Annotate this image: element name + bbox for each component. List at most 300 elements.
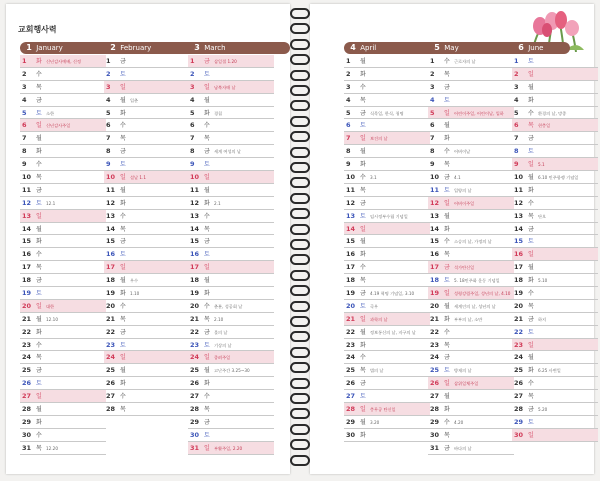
day-number: 26 bbox=[346, 379, 356, 388]
day-row bbox=[188, 197, 274, 210]
day-number: 18 bbox=[190, 276, 200, 285]
weekday: 화 bbox=[444, 315, 450, 323]
day-row bbox=[20, 351, 106, 364]
day-number: 5 bbox=[346, 108, 351, 117]
day-number: 18 bbox=[106, 276, 116, 285]
day-number: 17 bbox=[106, 263, 116, 272]
day-row bbox=[188, 339, 274, 352]
spiral-ring bbox=[290, 116, 310, 127]
weekday: 월 bbox=[360, 238, 366, 246]
day-row bbox=[20, 390, 106, 403]
weekday: 화 bbox=[360, 431, 366, 439]
day-row bbox=[104, 300, 190, 313]
day-number: 13 bbox=[514, 211, 524, 220]
day-number: 23 bbox=[514, 340, 524, 349]
right-page bbox=[310, 4, 594, 474]
weekday: 토 bbox=[204, 70, 210, 78]
day-note: 성령강림주일, 성년의 날, 4.10 bbox=[454, 291, 511, 297]
day-row bbox=[188, 223, 274, 236]
day-note: 삼일절 1.20 bbox=[214, 59, 237, 64]
day-row bbox=[428, 274, 514, 287]
weekday: 월 bbox=[528, 354, 534, 362]
day-number: 28 bbox=[514, 405, 524, 414]
day-row bbox=[104, 248, 190, 261]
weekday: 금 bbox=[528, 315, 534, 323]
spiral-ring bbox=[290, 316, 310, 327]
spiral-ring bbox=[290, 393, 310, 404]
spiral-ring bbox=[290, 331, 310, 342]
day-number: 15 bbox=[514, 237, 524, 246]
day-number: 3 bbox=[22, 82, 27, 91]
day-number: 24 bbox=[346, 353, 356, 362]
weekday: 목 bbox=[360, 277, 366, 285]
day-note: 종려주일 bbox=[214, 355, 231, 361]
day-note: 어버이날 bbox=[454, 149, 471, 155]
weekday: 토 bbox=[444, 367, 450, 375]
month-column-january bbox=[20, 55, 106, 455]
day-number: 23 bbox=[190, 340, 200, 349]
weekday: 수 bbox=[360, 354, 366, 362]
day-number: 2 bbox=[346, 69, 351, 78]
day-number: 20 bbox=[190, 301, 200, 310]
day-row bbox=[512, 145, 598, 158]
day-row bbox=[188, 390, 274, 403]
day-number: 9 bbox=[22, 160, 27, 169]
weekday: 수 bbox=[120, 302, 126, 310]
month-column-february bbox=[104, 55, 190, 416]
weekday: 토 bbox=[528, 238, 534, 246]
day-row bbox=[428, 442, 514, 455]
day-row bbox=[20, 377, 106, 390]
day-row bbox=[512, 184, 598, 197]
day-row bbox=[188, 429, 274, 442]
day-number: 3 bbox=[514, 82, 519, 91]
day-number: 19 bbox=[430, 289, 440, 298]
spiral-ring bbox=[290, 193, 310, 204]
day-row bbox=[104, 274, 190, 287]
weekday: 금 bbox=[120, 58, 126, 65]
day-row bbox=[428, 300, 514, 313]
month-column-may bbox=[428, 55, 514, 455]
weekday: 수 bbox=[444, 328, 450, 336]
weekday: 수 bbox=[528, 380, 534, 388]
weekday: 수 bbox=[36, 431, 42, 439]
day-number: 30 bbox=[346, 430, 356, 439]
day-row bbox=[188, 119, 274, 132]
weekday: 화 bbox=[204, 290, 210, 298]
day-number: 10 bbox=[346, 173, 356, 182]
day-row bbox=[428, 145, 514, 158]
day-row bbox=[104, 55, 190, 68]
weekday: 금 bbox=[444, 174, 450, 182]
day-number: 12 bbox=[190, 198, 200, 207]
day-number: 19 bbox=[346, 289, 356, 298]
day-number: 6 bbox=[190, 121, 195, 130]
weekday: 수 bbox=[36, 161, 42, 169]
day-number: 15 bbox=[106, 237, 116, 246]
weekday: 토 bbox=[120, 161, 126, 169]
weekday: 화 bbox=[360, 341, 366, 349]
day-number: 6 bbox=[430, 121, 435, 130]
day-note: 5.10 bbox=[538, 278, 548, 284]
weekday: 월 bbox=[120, 96, 126, 104]
weekday: 화 bbox=[120, 109, 126, 117]
day-number: 4 bbox=[190, 95, 195, 104]
day-note: 세계인의 날, 성년의 날 bbox=[454, 303, 496, 309]
day-row bbox=[428, 287, 514, 300]
day-number: 21 bbox=[22, 314, 32, 323]
day-row bbox=[512, 377, 598, 390]
day-row bbox=[428, 390, 514, 403]
weekday: 목 bbox=[204, 406, 210, 414]
day-note: 곡우 bbox=[370, 303, 379, 309]
day-row bbox=[20, 145, 106, 158]
weekday: 일 bbox=[204, 444, 210, 452]
weekday: 금 bbox=[444, 264, 450, 272]
day-row bbox=[188, 351, 274, 364]
weekday: 목 bbox=[528, 302, 534, 310]
day-row bbox=[188, 377, 274, 390]
day-row bbox=[20, 287, 106, 300]
weekday: 금 bbox=[120, 328, 126, 336]
day-row bbox=[188, 145, 274, 158]
day-note: 법의 날 bbox=[370, 368, 384, 374]
weekday: 수 bbox=[120, 122, 126, 130]
day-row bbox=[20, 132, 106, 145]
day-note: 부부의 날, 소만 bbox=[454, 316, 483, 322]
weekday: 금 bbox=[204, 238, 210, 246]
weekday: 월 bbox=[120, 186, 126, 194]
weekday: 일 bbox=[528, 341, 534, 349]
day-number: 30 bbox=[430, 430, 440, 439]
weekday: 수 bbox=[528, 290, 534, 298]
day-row bbox=[344, 55, 430, 68]
weekday: 월 bbox=[360, 148, 366, 156]
day-row bbox=[344, 119, 430, 132]
day-number: 11 bbox=[514, 185, 524, 194]
day-number: 10 bbox=[106, 173, 116, 182]
day-row bbox=[512, 300, 598, 313]
day-number: 16 bbox=[346, 250, 356, 259]
weekday: 화 bbox=[360, 70, 366, 78]
weekday: 토 bbox=[120, 341, 126, 349]
day-row bbox=[344, 158, 430, 171]
day-number: 29 bbox=[190, 417, 200, 426]
day-row bbox=[344, 261, 430, 274]
day-row bbox=[512, 416, 598, 429]
weekday: 일 bbox=[120, 354, 126, 362]
weekday: 목 bbox=[120, 225, 126, 233]
weekday: 금 bbox=[528, 406, 534, 414]
day-row bbox=[344, 300, 430, 313]
day-row bbox=[512, 171, 598, 184]
day-row bbox=[512, 364, 598, 377]
day-row bbox=[428, 377, 514, 390]
day-row bbox=[344, 94, 430, 107]
weekday: 목 bbox=[528, 393, 534, 401]
day-note: 입춘 bbox=[130, 97, 139, 103]
day-number: 19 bbox=[190, 289, 200, 298]
day-number: 27 bbox=[430, 392, 440, 401]
day-note: 하지 bbox=[538, 316, 547, 322]
weekday: 목 bbox=[120, 135, 126, 143]
day-number: 23 bbox=[22, 340, 32, 349]
day-note: 삼위일체주일 bbox=[454, 381, 479, 387]
day-number: 22 bbox=[430, 327, 440, 336]
day-note: 남북자매 날 bbox=[214, 84, 236, 90]
day-number: 21 bbox=[106, 314, 116, 323]
weekday: 금 bbox=[528, 225, 534, 233]
day-row bbox=[344, 81, 430, 94]
weekday: 금 bbox=[36, 96, 42, 104]
day-number: 1 bbox=[190, 57, 195, 65]
day-row bbox=[344, 184, 430, 197]
day-number: 19 bbox=[22, 289, 32, 298]
day-number: 20 bbox=[346, 301, 356, 310]
day-row bbox=[104, 94, 190, 107]
weekday: 월 bbox=[444, 302, 450, 310]
weekday: 목 bbox=[204, 315, 210, 323]
day-number: 13 bbox=[430, 211, 440, 220]
weekday: 화 bbox=[528, 277, 534, 285]
month-column-march bbox=[188, 55, 274, 455]
day-row bbox=[344, 377, 430, 390]
weekday: 금 bbox=[204, 418, 210, 426]
weekday: 토 bbox=[36, 290, 42, 298]
day-number: 3 bbox=[106, 82, 111, 91]
day-number: 1 bbox=[514, 57, 519, 65]
day-row bbox=[428, 55, 514, 68]
day-row bbox=[512, 235, 598, 248]
weekday: 월 bbox=[36, 406, 42, 414]
day-number: 3 bbox=[430, 82, 435, 91]
day-number: 26 bbox=[106, 379, 116, 388]
weekday: 월 bbox=[444, 212, 450, 220]
day-row bbox=[512, 158, 598, 171]
weekday: 수 bbox=[360, 83, 366, 91]
day-note: 4.20 bbox=[454, 419, 464, 425]
weekday: 목 bbox=[36, 83, 42, 91]
day-row bbox=[428, 197, 514, 210]
day-row bbox=[20, 68, 106, 81]
day-row bbox=[512, 326, 598, 339]
weekday: 일 bbox=[120, 174, 126, 182]
day-note: 기상의 날 bbox=[214, 342, 232, 348]
day-note: 경칩 bbox=[214, 110, 223, 116]
day-row bbox=[428, 132, 514, 145]
day-row bbox=[428, 81, 514, 94]
day-row bbox=[20, 364, 106, 377]
day-row bbox=[20, 223, 106, 236]
day-row bbox=[20, 197, 106, 210]
weekday: 일 bbox=[444, 380, 450, 388]
day-row bbox=[20, 94, 106, 107]
weekday: 토 bbox=[444, 186, 450, 194]
day-row bbox=[20, 403, 106, 416]
weekday: 금 bbox=[204, 58, 210, 65]
day-row bbox=[428, 68, 514, 81]
day-note: 정보통신의 날, 지구의 날 bbox=[370, 329, 416, 335]
weekday: 토 bbox=[204, 161, 210, 169]
day-number: 7 bbox=[346, 134, 351, 143]
day-number: 25 bbox=[346, 366, 356, 375]
weekday: 월 bbox=[444, 393, 450, 401]
weekday: 목 bbox=[360, 96, 366, 104]
day-number: 21 bbox=[190, 314, 200, 323]
weekday: 화 bbox=[528, 367, 534, 375]
weekday: 토 bbox=[444, 277, 450, 285]
day-row bbox=[512, 210, 598, 223]
day-number: 25 bbox=[22, 366, 32, 375]
day-note: 임시정부수립 기념일 bbox=[370, 213, 408, 219]
day-row bbox=[188, 235, 274, 248]
weekday: 금 bbox=[360, 380, 366, 388]
weekday: 화 bbox=[120, 290, 126, 298]
weekday: 일 bbox=[204, 354, 210, 362]
day-note: 스승의 날, 가정의 날 bbox=[454, 239, 492, 245]
spiral-ring bbox=[290, 8, 310, 19]
weekday: 금 bbox=[204, 328, 210, 336]
day-number: 30 bbox=[22, 430, 32, 439]
day-row bbox=[20, 442, 106, 455]
weekday: 목 bbox=[360, 367, 366, 375]
day-row bbox=[512, 403, 598, 416]
day-row bbox=[20, 235, 106, 248]
day-number: 1 bbox=[22, 57, 27, 65]
weekday: 일 bbox=[444, 109, 450, 117]
day-note: 소한 bbox=[46, 110, 55, 116]
day-number: 17 bbox=[22, 263, 32, 272]
day-row bbox=[104, 351, 190, 364]
day-number: 11 bbox=[106, 185, 116, 194]
weekday: 목 bbox=[444, 341, 450, 349]
day-number: 24 bbox=[190, 353, 200, 362]
day-note: 2.1 bbox=[214, 200, 221, 206]
day-row bbox=[188, 184, 274, 197]
page-title: 교회행사력 bbox=[18, 25, 57, 34]
day-number: 29 bbox=[346, 417, 356, 426]
weekday: 수 bbox=[204, 393, 210, 401]
day-row bbox=[344, 339, 430, 352]
day-note: 과학의 날 bbox=[370, 316, 388, 322]
day-number: 27 bbox=[190, 392, 200, 401]
day-number: 27 bbox=[22, 392, 32, 401]
day-note: 4.1 bbox=[454, 175, 461, 181]
weekday: 토 bbox=[204, 431, 210, 439]
weekday: 토 bbox=[36, 109, 42, 117]
weekday: 일 bbox=[36, 212, 42, 220]
day-number: 23 bbox=[346, 340, 356, 349]
day-row bbox=[344, 210, 430, 223]
day-row bbox=[188, 94, 274, 107]
day-row bbox=[512, 287, 598, 300]
day-row bbox=[428, 326, 514, 339]
weekday: 일 bbox=[36, 393, 42, 401]
day-row bbox=[104, 326, 190, 339]
day-note: 4.19 혁명 기념일, 3.10 bbox=[370, 291, 415, 297]
day-number: 8 bbox=[106, 147, 111, 156]
day-row bbox=[344, 235, 430, 248]
day-number: 21 bbox=[346, 314, 356, 323]
day-row bbox=[344, 107, 430, 120]
weekday: 일 bbox=[204, 174, 210, 182]
day-row bbox=[188, 81, 274, 94]
day-number: 13 bbox=[190, 211, 200, 220]
weekday: 수 bbox=[204, 212, 210, 220]
weekday: 수 bbox=[528, 199, 534, 207]
day-row bbox=[512, 339, 598, 352]
day-number: 8 bbox=[514, 147, 519, 156]
day-number: 22 bbox=[346, 327, 356, 336]
weekday: 토 bbox=[528, 418, 534, 426]
day-row bbox=[20, 416, 106, 429]
day-row bbox=[512, 429, 598, 442]
weekday: 토 bbox=[36, 199, 42, 207]
month-header-april: 4 April bbox=[350, 43, 377, 52]
weekday: 금 bbox=[528, 135, 534, 143]
spiral-ring bbox=[290, 85, 310, 96]
day-row bbox=[428, 416, 514, 429]
day-number: 3 bbox=[346, 82, 351, 91]
day-number: 11 bbox=[190, 185, 200, 194]
day-number: 9 bbox=[190, 160, 195, 169]
day-row bbox=[344, 416, 430, 429]
day-number: 12 bbox=[430, 198, 440, 207]
weekday: 금 bbox=[360, 199, 366, 207]
day-row bbox=[104, 81, 190, 94]
day-row bbox=[20, 339, 106, 352]
day-row bbox=[104, 223, 190, 236]
day-row bbox=[104, 364, 190, 377]
weekday: 월 bbox=[120, 367, 126, 375]
spiral-ring bbox=[290, 100, 310, 111]
left-page bbox=[6, 4, 290, 474]
month-column-april bbox=[344, 55, 430, 442]
day-note: 춘분, 성공회 날 bbox=[214, 303, 243, 309]
weekday: 월 bbox=[360, 58, 366, 65]
day-number: 26 bbox=[190, 379, 200, 388]
day-row bbox=[104, 390, 190, 403]
day-number: 25 bbox=[430, 366, 440, 375]
weekday: 금 bbox=[360, 290, 366, 298]
day-number: 18 bbox=[430, 276, 440, 285]
weekday: 화 bbox=[36, 238, 42, 246]
day-number: 16 bbox=[190, 250, 200, 259]
day-row bbox=[344, 171, 430, 184]
day-row bbox=[188, 248, 274, 261]
day-number: 6 bbox=[106, 121, 111, 130]
day-row bbox=[20, 158, 106, 171]
weekday: 토 bbox=[204, 341, 210, 349]
weekday: 화 bbox=[528, 96, 534, 104]
day-number: 2 bbox=[106, 69, 111, 78]
spiral-ring bbox=[290, 301, 310, 312]
day-note: 대한 bbox=[46, 303, 55, 309]
weekday: 금 bbox=[444, 444, 450, 452]
weekday: 일 bbox=[528, 431, 534, 439]
day-row bbox=[188, 261, 274, 274]
day-row bbox=[428, 223, 514, 236]
spiral-ring bbox=[290, 39, 310, 50]
spiral-ring bbox=[290, 408, 310, 419]
day-row bbox=[188, 68, 274, 81]
day-number: 12 bbox=[346, 198, 356, 207]
day-note: 방재의 날 bbox=[454, 368, 472, 374]
day-row bbox=[188, 364, 274, 377]
month-header-january: 1 January bbox=[26, 43, 63, 52]
day-number: 14 bbox=[106, 224, 116, 233]
day-number: 28 bbox=[106, 405, 116, 414]
